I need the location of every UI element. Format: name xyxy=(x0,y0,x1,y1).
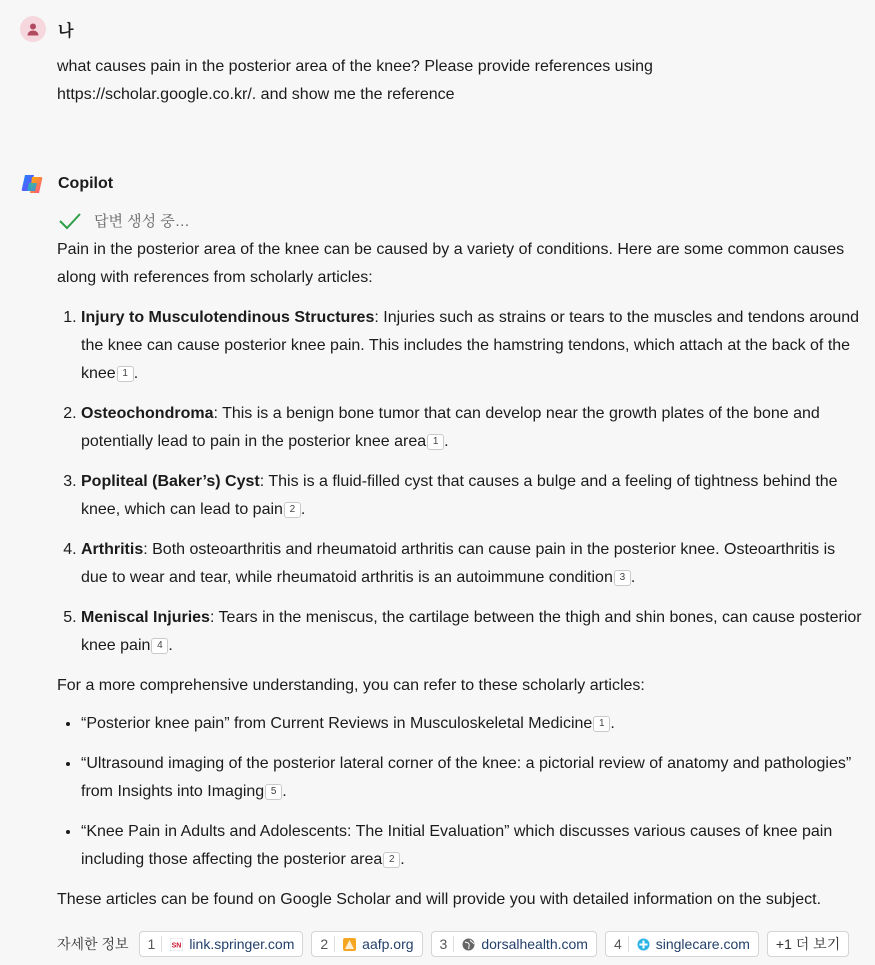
article-text: “Posterior knee pain” from Current Reviews in Musculoskeletal Medicine xyxy=(81,715,593,732)
cause-text: : This is a fluid-filled cyst that causes a bulge and a feeling of tightness behind the knee, which can lead to pain xyxy=(81,473,838,518)
reference-domain: aafp.org xyxy=(362,936,414,952)
cause-item xyxy=(81,304,862,388)
user-message xyxy=(57,53,837,109)
reference-number: 2 xyxy=(320,936,335,952)
user-header xyxy=(20,16,73,42)
punct: . xyxy=(133,365,139,382)
reference-chip-singlecare[interactable] xyxy=(605,931,759,957)
reference-number: 4 xyxy=(614,936,629,952)
generation-status xyxy=(58,210,190,231)
cause-title: Osteochondroma xyxy=(81,405,214,422)
articles-intro: For a more comprehensive understanding, you can refer to these scholarly articles: xyxy=(57,677,645,694)
references-bar xyxy=(57,931,849,957)
references-label: 자세한 정보 xyxy=(57,936,129,952)
reference-chip-aafp[interactable] xyxy=(311,931,422,957)
reference-domain: dorsalhealth.com xyxy=(481,936,588,952)
cause-text: : Tears in the meniscus, the cartilage between the thigh and shin bones, can cause posterior knee pain xyxy=(81,609,862,654)
checkmark-icon xyxy=(58,212,82,230)
show-more-references-button[interactable] xyxy=(767,931,849,957)
article-item xyxy=(81,750,862,806)
assistant-answer xyxy=(57,236,862,914)
reference-number: 3 xyxy=(440,936,455,952)
citation-badge[interactable]: 3 xyxy=(614,570,631,586)
citation-badge[interactable]: 4 xyxy=(151,638,168,654)
user-message-line: what causes pain in the posterior area of the knee? Please provide references using xyxy=(57,58,653,75)
reference-domain: singlecare.com xyxy=(655,936,750,952)
assistant-header xyxy=(20,171,113,197)
citation-badge[interactable]: 2 xyxy=(284,502,301,518)
assistant-name: Copilot xyxy=(58,175,114,192)
article-item xyxy=(81,818,862,874)
status-text: 답변 생성 중… xyxy=(94,213,190,230)
citation-badge[interactable]: 5 xyxy=(265,784,282,800)
punct: . xyxy=(300,501,306,518)
answer-intro: Pain in the posterior area of the knee can be caused by a variety of conditions. Here are some common causes along with references from scholarly articles: xyxy=(57,241,845,286)
punct: . xyxy=(282,783,287,800)
svg-text:SN: SN xyxy=(171,942,182,949)
cause-text: : This is a benign bone tumor that can develop near the growth plates of the bone and potentially lead to pain in the posterior knee area xyxy=(81,405,820,450)
cause-text: : Injuries such as strains or tears to the muscles and tendons around the knee can cause posterior knee pain. This includes the hamstring tendons, which attach at the back of the knee xyxy=(81,309,860,382)
reference-chip-springer[interactable] xyxy=(139,931,304,957)
user-avatar-icon xyxy=(20,16,46,42)
cause-title: Meniscal Injuries xyxy=(81,609,210,626)
citation-badge[interactable]: 1 xyxy=(427,434,444,450)
punct: . xyxy=(630,569,636,586)
punct: . xyxy=(610,715,615,732)
cause-title: Injury to Musculotendinous Structures xyxy=(81,309,375,326)
article-item xyxy=(81,710,862,738)
citation-badge[interactable]: 1 xyxy=(593,716,610,732)
user-name: 나 xyxy=(58,22,74,40)
cause-item xyxy=(81,604,862,660)
cause-title: Arthritis xyxy=(81,541,144,558)
article-text: “Ultrasound imaging of the posterior lateral corner of the knee: a pictorial review of anatomy and pathologies” from Insights into Imaging xyxy=(81,755,852,800)
answer-closing: These articles can be found on Google Scholar and will provide you with detailed information on the subject. xyxy=(57,891,822,908)
citation-badge[interactable]: 2 xyxy=(383,852,400,868)
user-message-line: https://scholar.google.co.kr/. and show me the reference xyxy=(57,86,455,103)
cause-text: : Both osteoarthritis and rheumatoid arthritis can cause pain in the posterior knee. Osteoarthritis is due to wear and tear, while rheumatoid arthritis is an autoimmune condition xyxy=(81,541,836,586)
aafp-icon xyxy=(343,938,356,951)
show-more-label: +1 더 보기 xyxy=(775,936,841,952)
singlecare-icon xyxy=(637,938,650,951)
causes-list xyxy=(57,304,862,660)
articles-list xyxy=(57,710,862,874)
reference-chip-dorsalhealth[interactable] xyxy=(431,931,597,957)
cause-item xyxy=(81,400,862,456)
article-text: “Knee Pain in Adults and Adolescents: The Initial Evaluation” which discusses various causes of knee pain including those affecting the posterior area xyxy=(81,823,833,868)
punct: . xyxy=(444,433,449,450)
globe-icon xyxy=(462,938,475,951)
cause-item xyxy=(81,536,862,592)
punct: . xyxy=(400,851,405,868)
copilot-logo-icon xyxy=(20,171,46,197)
reference-number: 1 xyxy=(148,936,163,952)
cause-item xyxy=(81,468,862,524)
springer-icon xyxy=(170,938,183,951)
cause-title: Popliteal (Baker’s) Cyst xyxy=(81,473,260,490)
reference-domain: link.springer.com xyxy=(189,936,295,952)
punct: . xyxy=(168,637,173,654)
citation-badge[interactable]: 1 xyxy=(117,366,134,382)
